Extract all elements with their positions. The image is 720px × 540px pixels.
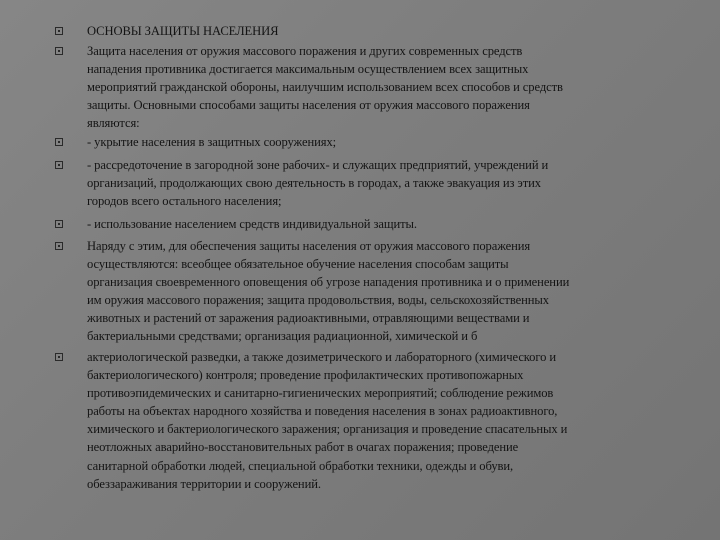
bullet-icon (55, 242, 63, 250)
bullet-icon (55, 353, 63, 361)
paragraph-text: актериологической разведки, а также дозиметрического и лабораторного (химического и бактериологического) контроля; проведение профилактических противопожарных противоэпидемических и санитарно-гигиенических мероприятий; соблюдение режимов работы на объектах народного хозяйства и поведения населения в зонах радиоактивного, химического и бактериологического заражения; организация и проведение спасательных и неотложных аварийно-восстановительных работ в очагах поражения; проведение санитарной обработки людей, специальной обработки техники, одежды и обуви, обеззараживания территории и сооружений. (87, 350, 568, 491)
bullet-icon (55, 161, 63, 169)
paragraph-text: - укрытие населения в защитных сооружениях; (87, 135, 337, 149)
bullet-icon (55, 47, 63, 55)
heading-text: ОСНОВЫ ЗАЩИТЫ НАСЕЛЕНИЯ (87, 24, 279, 38)
bullet-icon (55, 220, 63, 228)
bullet-icon (55, 27, 63, 35)
paragraph-text: Наряду с этим, для обеспечения защиты населения от оружия массового поражения осуществляются: всеобщее обязательное обучение населения способам защиты организация своевременного оповещения об угрозе нападения противника и о применении им оружия массового поражения; защита продовольствия, воды, сельскохозяйственных животных и растений от заражения радиоактивными, отравляющими веществами и бактериальными средствами; организация радиационной, химической и б (87, 239, 570, 344)
paragraph-text: - рассредоточение в загородной зоне рабочих- и служащих предприятий, учреждений и организаций, продолжающих свою деятельность в городах, а также эвакуация из этих городов всего остального населения; (87, 158, 549, 209)
paragraph-text: Защита населения от оружия массового поражения и других современных средств нападения противника достигается максимальным осуществлением всех защитных мероприятий гражданской обороны, наилучшим использованием всех способов и средств защиты. Основными способами защиты населения от оружия массового поражения являются: (87, 44, 563, 131)
bullet-icon (55, 138, 63, 146)
paragraph-text: - использование населением средств индивидуальной защиты. (87, 217, 417, 231)
